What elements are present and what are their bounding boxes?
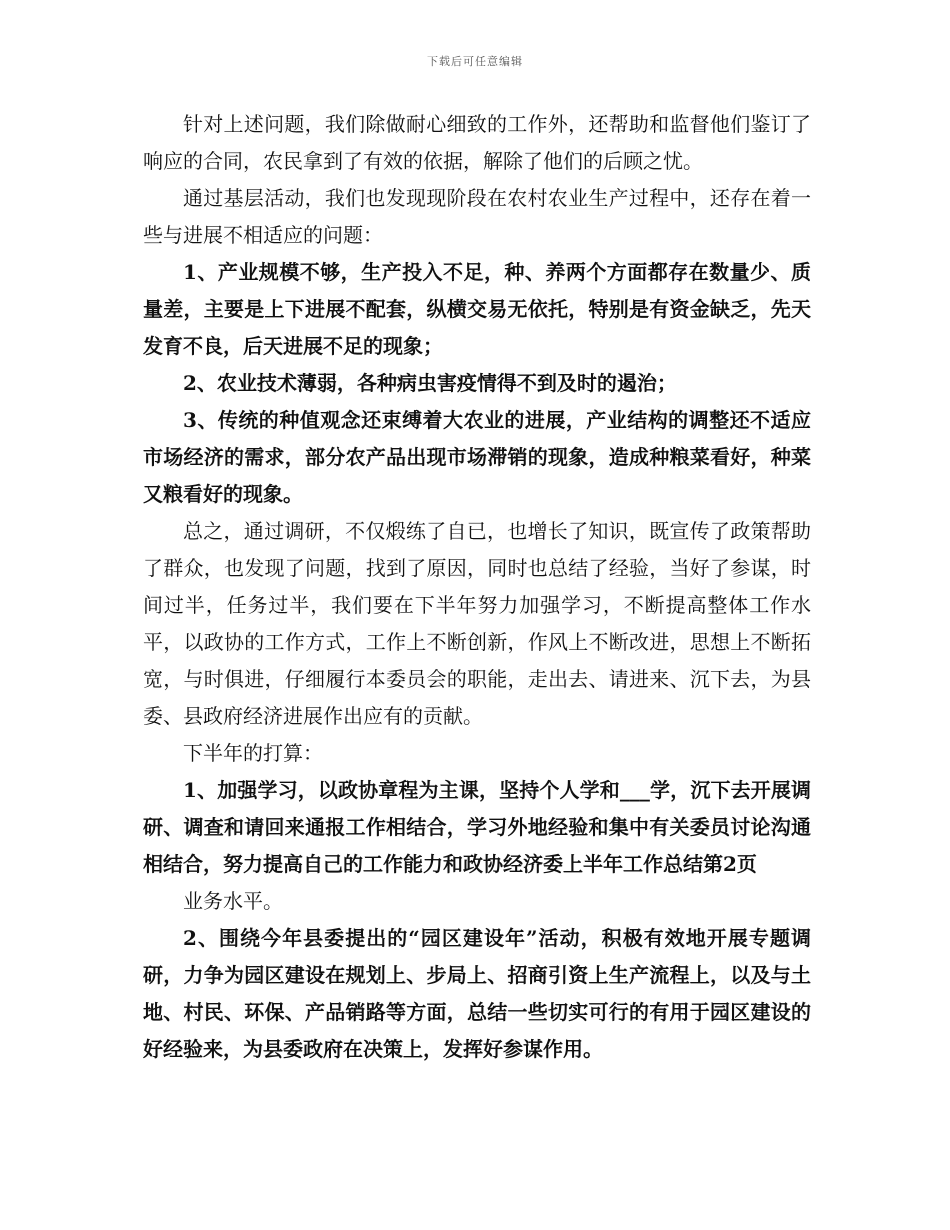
paragraph: 业务水平。	[183, 889, 283, 913]
document-body	[143, 106, 811, 1068]
paragraph: 2、农业技术薄弱，各种病虫害疫情得不到及时的遏治；	[183, 371, 677, 395]
paragraph: 3、传统的种值观念还束缚着大农业的进展，产业结构的调整还不适应市场经济的需求，部分农产品出现市场滞销的现象，造成种粮菜看好，种菜又粮看好的现象。	[143, 408, 811, 506]
paragraph: 1、加强学习，以政协章程为主课，坚持个人学和___学，沉下去开展调研、调查和请回来通报工作相结合，学习外地经验和集中有关委员讨论沟通相结合，努力提高自己的工作能力和政协经济委上半年工作总结第2页	[143, 778, 811, 876]
paragraph: 通过基层活动，我们也发现现阶段在农村农业生产过程中，还存在着一些与进展不相适应的问题：	[143, 186, 811, 247]
paragraph: 总之，通过调研，不仅煅练了自已，也增长了知识，既宣传了政策帮助了群众，也发现了问题，找到了原因，同时也总结了经验，当好了参谋，时间过半，任务过半，我们要在下半年努力加强学习，不断提高整体工作水平，以政协的工作方式，工作上不断创新，作风上不断改进，思想上不断拓宽，与时俱进，仔细履行本委员会的职能，走出去、请进来、沉下去，为县委、县政府经济进展作出应有的贡献。	[143, 519, 811, 728]
paragraph: 针对上述问题，我们除做耐心细致的工作外，还帮助和监督他们鉴订了响应的合同，农民拿到了有效的依据，解除了他们的后顾之忧。	[143, 112, 811, 173]
paragraph: 1、产业规模不够，生产投入不足，种、养两个方面都存在数量少、质量差，主要是上下进展不配套，纵横交易无依托，特别是有资金缺乏，先天发育不良，后天进展不足的现象；	[143, 260, 811, 358]
paragraph: 下半年的打算：	[183, 741, 323, 765]
page-header: 下载后可任意编辑	[427, 55, 523, 68]
paragraph: 2、围绕今年县委提出的“园区建设年”活动，积极有效地开展专题调研，力争为园区建设在规划上、步局上、招商引资上生产流程上，以及与土地、村民、环保、产品销路等方面，总结一些切实可行的有用于园区建设的好经验来，为县委政府在决策上，发挥好参谋作用。	[143, 926, 811, 1061]
